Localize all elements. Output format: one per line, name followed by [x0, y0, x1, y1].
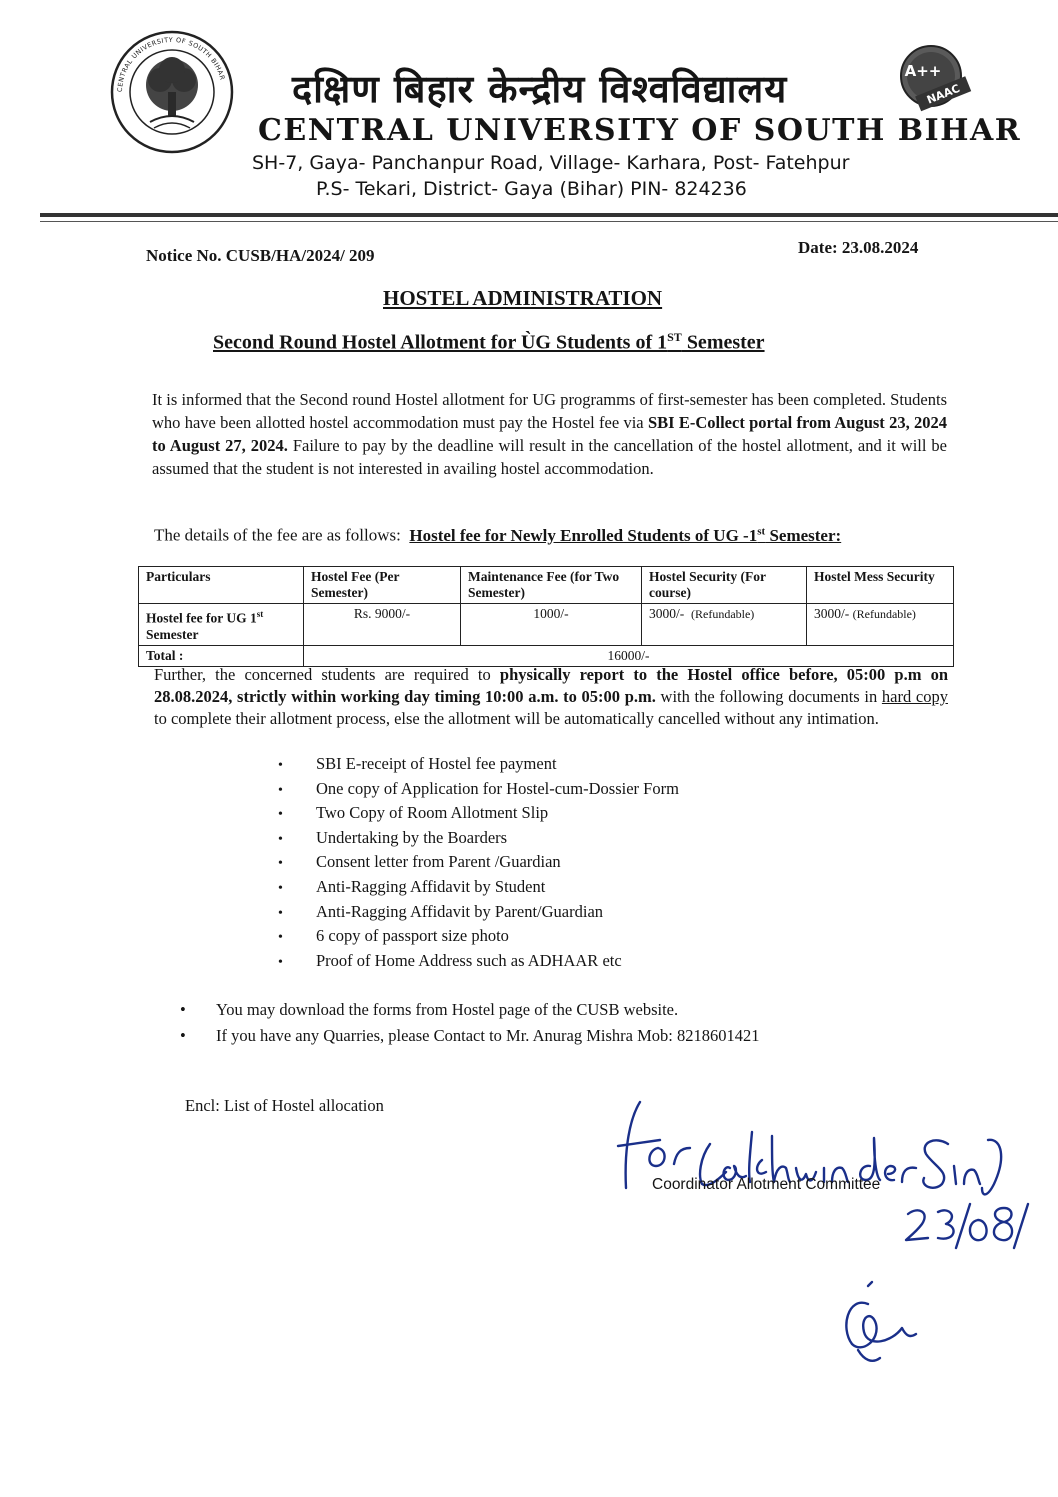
list-item: • Undertaking by the Boarders — [278, 826, 679, 851]
university-name: CENTRAL UNIVERSITY OF SOUTH BIHAR — [258, 113, 1022, 148]
table-cell: 3000/- (Refundable) — [807, 604, 954, 646]
list-item: • Two Copy of Room Allotment Slip — [278, 801, 679, 826]
address-line-2: P.S- Tekari, District- Gaya (Bihar) PIN- 824236 — [316, 178, 747, 200]
signatory-designation: Coordinator Allotment Committee — [652, 1176, 881, 1193]
svg-text:A++: A++ — [904, 62, 942, 80]
table-total-row — [139, 645, 954, 666]
table-header-row — [139, 567, 954, 604]
header-rule — [40, 213, 1058, 217]
list-item: • Consent letter from Parent /Guardian — [278, 850, 679, 875]
naac-badge — [883, 40, 979, 118]
table-header: Hostel Security (For course) — [642, 567, 807, 604]
university-logo — [110, 30, 234, 154]
department-heading: HOSTEL ADMINISTRATION — [383, 286, 663, 310]
notice-subject: Second Round Hostel Allotment for ÙG Students of 1ST Semester — [213, 330, 765, 354]
list-item: • 6 copy of passport size photo — [278, 924, 679, 949]
fee-details-intro: The details of the fee are as follows: Hostel fee for Newly Enrolled Students of UG -1st Semester: — [154, 525, 842, 545]
required-documents-list — [278, 752, 679, 973]
handwritten-signature — [590, 1088, 1030, 1388]
university-name-hindi: दक्षिण बिहार केन्द्रीय विश्वविद्यालय — [292, 67, 788, 111]
list-item: • SBI E-receipt of Hostel fee payment — [278, 752, 679, 777]
table-cell: Hostel fee for UG 1st Semester — [139, 604, 304, 646]
table-cell: 3000/- (Refundable) — [642, 604, 807, 646]
list-item: • Anti-Ragging Affidavit by Student — [278, 875, 679, 900]
notice-date: Date: 23.08.2024 — [798, 238, 919, 257]
table-header: Hostel Fee (Per Semester) — [304, 567, 461, 604]
list-item: • Proof of Home Address such as ADHAAR etc — [278, 949, 679, 974]
table-header: Particulars — [139, 567, 304, 604]
intro-paragraph: It is informed that the Second round Hostel allotment for UG programms of first-semester has been completed. Students who have been allotted hostel accommodation must pay the Hostel fee via SBI E-Collect portal from August 23, 2024 to August 27, 2024. Failure to pay by the deadline will result in the cancellation of the hostel allotment, and it will be assumed that the student is not interested in availing hostel accommodation. — [152, 390, 948, 478]
notice-number: Notice No. CUSB/HA/2024/ 209 — [146, 246, 375, 265]
svg-text:CENTRAL UNIVERSITY OF SOUTH BI: CENTRAL UNIVERSITY OF SOUTH BIHAR — [115, 35, 227, 93]
list-item: • If you have any Quarries, please Contact to Mr. Anurag Mishra Mob: 8218601421 — [180, 1024, 759, 1050]
reporting-paragraph: Further, the concerned students are required to physically report to the Hostel office before, 05:00 p.m on 28.08.2024, strictly within working day timing 10:00 a.m. to 05:00 p.m. with the following documents in hard copy to complete their allotment process, else the allotment will be automatically cancelled without any intimation. — [154, 665, 949, 728]
enclosure-note: Encl: List of Hostel allocation — [185, 1096, 384, 1115]
list-item: • One copy of Application for Hostel-cum-Dossier Form — [278, 777, 679, 802]
table-cell: 1000/- — [461, 604, 642, 646]
list-item: • Anti-Ragging Affidavit by Parent/Guardian — [278, 900, 679, 925]
fee-table — [138, 566, 954, 667]
table-row — [139, 604, 954, 646]
address-line-1: SH-7, Gaya- Panchanpur Road, Village- Karhara, Post- Fatehpur — [252, 152, 850, 174]
table-header: Hostel Mess Security — [807, 567, 954, 604]
svg-text:NAAC: NAAC — [925, 81, 962, 107]
table-cell: 16000/- — [304, 645, 954, 666]
list-item: • You may download the forms from Hostel page of the CUSB website. — [180, 998, 759, 1024]
notes-list — [180, 998, 759, 1050]
table-cell: Rs. 9000/- — [304, 604, 461, 646]
table-header: Maintenance Fee (for Two Semester) — [461, 567, 642, 604]
table-cell: Total : — [139, 645, 304, 666]
header-rule-thin — [40, 221, 1058, 222]
